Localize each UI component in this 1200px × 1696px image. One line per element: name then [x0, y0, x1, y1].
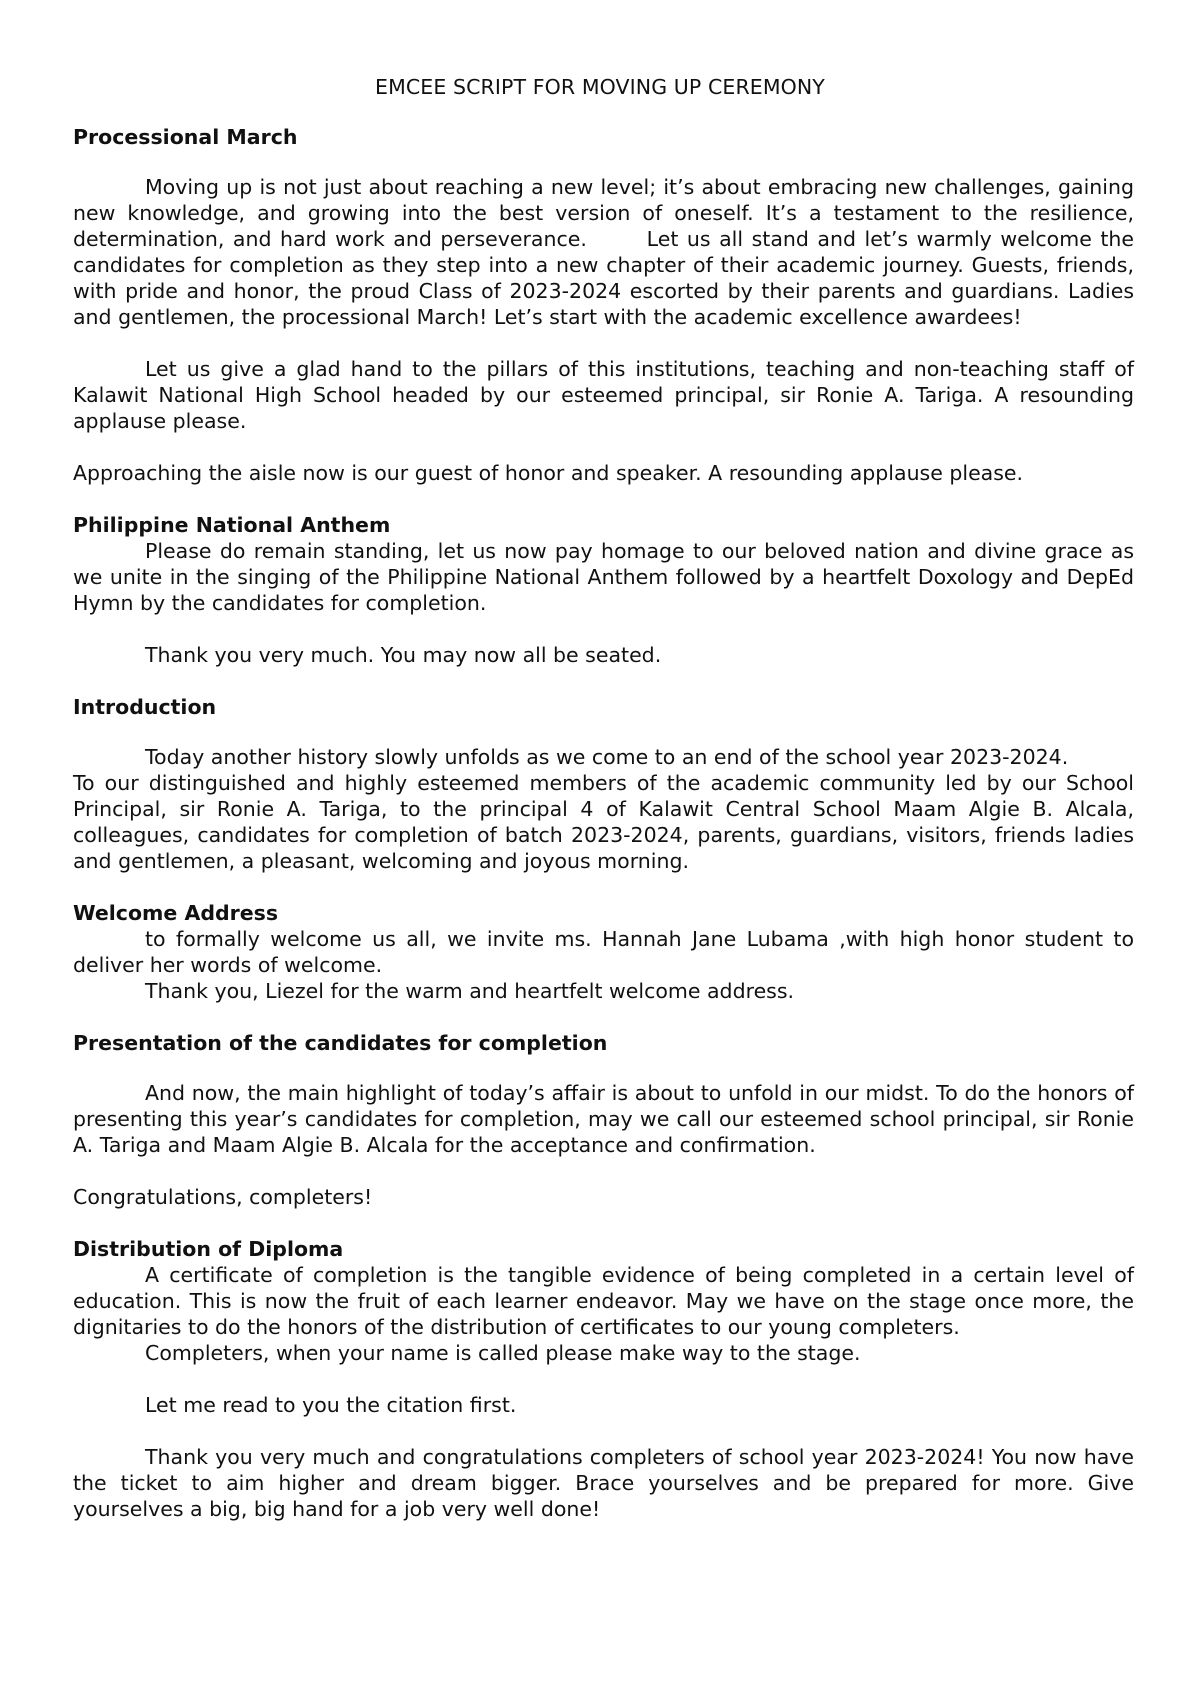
document-body	[73, 124, 1134, 1522]
paragraph-processional-1: Moving up is not just about reaching a new level; it’s about embracing new challenges, gaining new knowledge, and growing into the best version of oneself. It’s a testament to the resilience, determination, and hard work and perseverance. Let us all stand and let’s warmly welcome the candidates for completion as they step into a new chapter of their academic journey. Guests, friends, with pride and honor, the proud Class of 2023-2024 escorted by their parents and guardians. Ladies and gentlemen, the processional March! Let’s start with the academic excellence awardees!	[73, 175, 1134, 329]
heading-welcome-address: Welcome Address	[73, 901, 279, 925]
heading-distribution-diploma: Distribution of Diploma	[73, 1237, 344, 1261]
paragraph-anthem-1: Please do remain standing, let us now pay homage to our beloved nation and divine grace as we unite in the singing of the Philippine National Anthem followed by a heartfelt Doxology and DepEd Hymn by the candidates for completion.	[73, 539, 1134, 615]
heading-introduction: Introduction	[73, 695, 217, 719]
paragraph-introduction-1: Today another history slowly unfolds as we come to an end of the school year 2023-2024.	[145, 745, 1069, 769]
paragraph-processional-2: Let us give a glad hand to the pillars of this institutions, teaching and non-teaching staff of Kalawit National High School headed by our esteemed principal, sir Ronie A. Tariga. A resounding applause please.	[73, 357, 1134, 433]
paragraph-diploma-2: Completers, when your name is called please make way to the stage.	[145, 1341, 861, 1365]
paragraph-diploma-1: A certificate of completion is the tangible evidence of being completed in a certain level of education. This is now the fruit of each learner endeavor. May we have on the stage once more, the dignitaries to do the honors of the distribution of certificates to our young completers.	[73, 1263, 1134, 1339]
paragraph-introduction-2: To our distinguished and highly esteemed members of the academic community led by our School Principal, sir Ronie A. Tariga, to the principal 4 of Kalawit Central School Maam Algie B. Alcala, colleagues, candidates for completion of batch 2023-2024, parents, guardians, visitors, friends ladies and gentlemen, a pleasant, welcoming and joyous morning.	[73, 771, 1134, 873]
heading-national-anthem: Philippine National Anthem	[73, 513, 391, 537]
paragraph-welcome-1: to formally welcome us all, we invite ms. Hannah Jane Lubama ,with high honor student to deliver her words of welcome.	[73, 927, 1134, 977]
paragraph-presentation-2: Congratulations, completers!	[73, 1185, 373, 1209]
paragraph-welcome-2: Thank you, Liezel for the warm and heartfelt welcome address.	[145, 979, 795, 1003]
paragraph-presentation-1: And now, the main highlight of today’s affair is about to unfold in our midst. To do the honors of presenting this year’s candidates for completion, may we call our esteemed school principal, sir Ronie A. Tariga and Maam Algie B. Alcala for the acceptance and confirmation.	[73, 1081, 1134, 1157]
paragraph-diploma-4: Thank you very much and congratulations completers of school year 2023-2024! You now have the ticket to aim higher and dream bigger. Brace yourselves and be prepared for more. Give yourselves a big, big hand for a job very well done!	[73, 1445, 1134, 1521]
heading-presentation-candidates: Presentation of the candidates for completion	[73, 1031, 608, 1055]
paragraph-diploma-3: Let me read to you the citation first.	[145, 1393, 517, 1417]
paragraph-processional-3: Approaching the aisle now is our guest of honor and speaker. A resounding applause please.	[73, 461, 1024, 485]
heading-processional-march: Processional March	[73, 125, 298, 149]
paragraph-anthem-2: Thank you very much. You may now all be seated.	[145, 643, 662, 667]
document-title: EMCEE SCRIPT FOR MOVING UP CEREMONY	[375, 75, 825, 99]
